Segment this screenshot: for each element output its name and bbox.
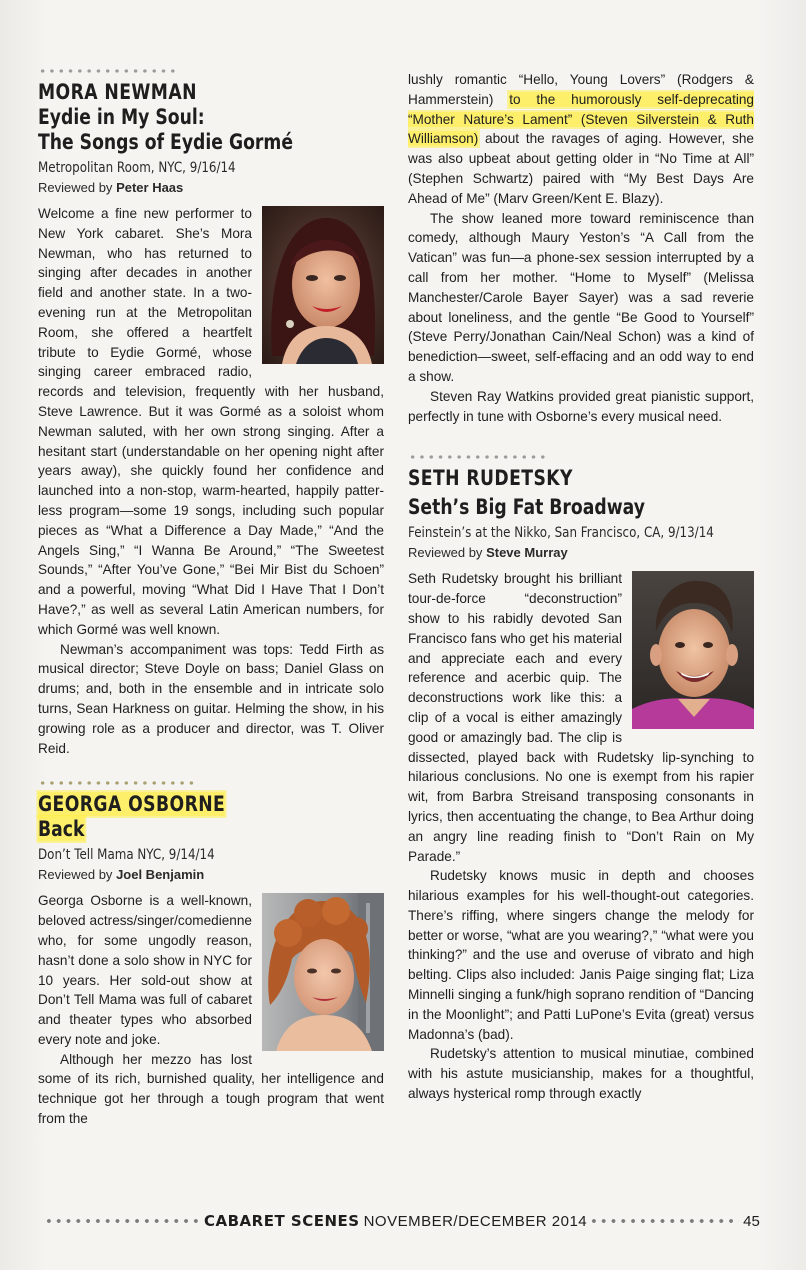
- reviewer-credit: [38, 178, 384, 198]
- review-paragraph: Although her mezzo has lost some of its rich, burnished quality, her intelligence and technique got her through a tough program that went from the: [38, 1051, 384, 1127]
- show-title-line1: [38, 817, 322, 842]
- reviewed-by-label: Reviewed by: [38, 180, 113, 195]
- reviewer-name: Joel Benjamin: [116, 867, 205, 883]
- performer-photo-seth-rudetsky: [632, 571, 754, 729]
- performer-name: [38, 791, 322, 817]
- venue-date: Don’t Tell Mama NYC, 9/14/14: [38, 847, 215, 864]
- review-paragraph: Newman’s accompaniment was tops: Tedd Firth as musical director; Steve Doyle on bass; Daniel Glass on drums; and, both in the ensemble and in intricate solo turns, Sean Harkness on guitar. Helming the show, in his growing role as a producer and director, was T. Oliver Reid.: [38, 641, 384, 756]
- review-body-continued: [408, 70, 754, 426]
- review-paragraph: The show leaned more toward reminiscence than comedy, although Maury Yeston’s “A Call from the Vatican” was fun—a phone-sex session interrupted by a call from her mother. “Home to Myself” (Melissa Manchester/Carole Bayer Sayer) was a sad reverie about loneliness, and the gentle “Be Good to Yourself” (Steve Perry/Jonathan Cain/Neal Schon) was a kind of benediction—sweet, self-effacing and an odd way to end a show.: [408, 210, 754, 384]
- reviewer-credit: [38, 865, 384, 885]
- reviewed-by-label: Reviewed by: [38, 867, 113, 883]
- section-divider-dots: [38, 68, 178, 74]
- highlighted-performer: GEORGA OSBORNE: [38, 792, 226, 817]
- performer-name: MORA NEWMAN: [38, 80, 197, 104]
- footer-dots-right: [589, 1218, 739, 1224]
- right-column: [408, 70, 754, 1104]
- magazine-name: CABARET SCENES: [204, 1212, 360, 1230]
- reviewed-by-label: Reviewed by: [408, 545, 483, 561]
- show-title: Seth’s Big Fat Broadway: [408, 495, 645, 520]
- review-paragraph: Georga Osborne is a well-known, beloved actress/singer/comedienne who, for some ungodly reason, hasn’t done a solo show in NYC for 10 years. Her sold-out show at Don’t Tell Mama was full of cabaret and theater types who absorbed every note and joke.: [38, 893, 252, 1047]
- reviewer-name: Steve Murray: [486, 545, 568, 561]
- page-footer: [44, 1210, 764, 1232]
- highlighted-text: to the humorously self-deprecating “Mother Nature’s Lament” (Steven Silverstein & Ruth Williamson): [408, 91, 754, 147]
- review-paragraph: Steven Ray Watkins provided great pianistic support, perfectly in tune with Osborne’s every musical need.: [408, 388, 754, 424]
- performer-photo-georga-osborne: [262, 893, 384, 1051]
- review-body: [38, 204, 384, 758]
- text-run: about the ravages of aging. However, she was also upbeat about getting older in “No Time at All” (Stephen Schwartz) paired with “My Best Days Are Ahead of Me” (Marv Green/Kent E. Blazy).: [408, 131, 754, 206]
- review-paragraph: Welcome a fine new performer to New York cabaret. She’s Mora Newman, who has returned to singing after decades in another field and another state. In a two-evening run at the Metropolitan Room, she offered a heartfelt tribute to Eydie Gormé, whose singing career embraced radio, records and television, frequently with her husband, Steve Lawrence. But it was Gormé as a soloist whom Newman saluted, with her own strong singing. After a hesitant start (understandable on her opening night after years away), she quickly found her confidence and launched into a non-stop, warm-hearted, happily patter-less program—some 19 songs, including such popular pieces as “What a Difference a Day Made,” “And the Angels Sing,” “I Wanna Be Around,” “The Sweetest Sounds,” “After You’ve Gone,” “Bei Mir Bist du Schoen” and a powerful, moving “What Did I Have That I Don’t Have?,” as well as several Latin American numbers, for which Gormé was well known.: [38, 206, 384, 637]
- left-column: [38, 68, 384, 1129]
- issue-date: NOVEMBER/DECEMBER 2014: [363, 1212, 588, 1230]
- review-paragraph-continued: [408, 70, 754, 209]
- footer-dots-left: [44, 1218, 200, 1224]
- reviewer-name: Peter Haas: [116, 180, 184, 195]
- venue-date: Metropolitan Room, NYC, 9/16/14: [38, 160, 236, 176]
- review-paragraph: Rudetsky’s attention to musical minutiae, combined with his astute musicianship, makes for a thoughtful, always hysterical romp through exactly: [408, 1046, 754, 1102]
- show-title-line2: The Songs of Eydie Gormé: [38, 130, 294, 154]
- review-paragraph: Seth Rudetsky brought his brilliant tour-de-force “deconstruction” show to his rabidly devoted San Francisco fans who get his material and appreciate each and every reference and acerbic quip. The deconstructions work like this: a clip of a vocal is either amazingly good or amazingly bad. The clip is dissected, played back with Rudetsky lip-synching to hilarious conclusions. No one is exempt from his rapier wit, from Barbra Streisand transposing consonants in lyrics, then accentuating the change, to Bea Arthur doing an angry line reading finish to “Don’t Rain on My Parade.”: [408, 571, 754, 864]
- text-run: lushly romantic “Hello, Young Lovers” (Rodgers & Hammerstein): [408, 72, 754, 107]
- performer-name: SETH RUDETSKY: [408, 466, 573, 491]
- review-body: [408, 569, 754, 1104]
- performer-photo-mora-newman: [262, 206, 384, 364]
- venue-date: Feinstein’s at the Nikko, San Francisco, CA, 9/13/14: [408, 525, 714, 542]
- section-divider-dots: [408, 454, 548, 460]
- section-divider-dots: [38, 780, 198, 786]
- show-title-line1: Eydie in My Soul:: [38, 105, 205, 129]
- review-paragraph: Rudetsky knows music in depth and chooses hilarious examples for his well-thought-out categories. There’s riffing, where singers change the melody for better or worse, “what are you wearing?,” “what were you thinking?” and the use and overuse of vibrato and high belting. Clips also included: Janis Paige singing flat; Liza Minnelli singing a funk/high soprano rendition of “Dancing in the Moonlight”; and Patti LuPone’s Evita (great) versus Madonna’s (bad).: [408, 868, 754, 1042]
- reviewer-credit: [408, 543, 754, 563]
- review-body: [38, 891, 384, 1129]
- page-number: 45: [743, 1212, 760, 1230]
- highlighted-title: Back: [38, 817, 85, 842]
